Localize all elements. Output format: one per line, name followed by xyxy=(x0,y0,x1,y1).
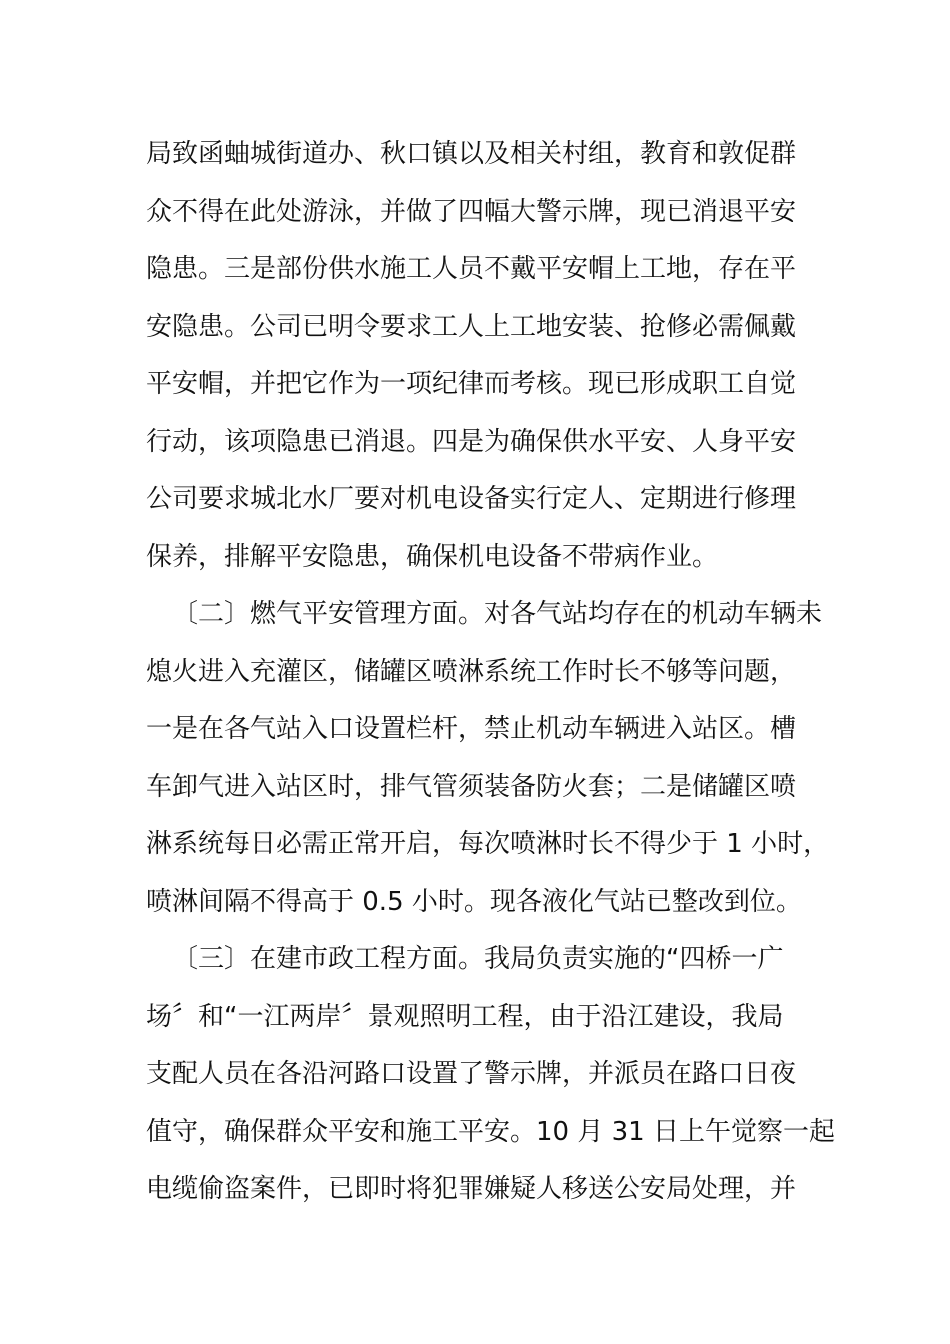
text-line-11: 一是在各气站入口设置栏杆，禁止机动车辆进入站区。槽 xyxy=(146,714,797,744)
body-text xyxy=(146,126,835,1219)
text-line-15: 〔三〕在建市政工程方面。我局负责实施的“四桥一广 xyxy=(172,944,784,974)
text-line-1: 局致函蚰城街道办、秋口镇以及相关村组，教育和敦促群 xyxy=(146,139,797,169)
text-line-2: 众不得在此处游泳，并做了四幅大警示牌，现已消退平安 xyxy=(146,196,797,227)
text-line-18: 值守，确保群众平安和施工平安。10 月 31 日上午觉察一起 xyxy=(146,1116,835,1147)
text-line-8: 保养，排解平安隐患，确保机电设备不带病作业。 xyxy=(146,541,719,572)
text-line-5: 平安帽，并把它作为一项纪律而考核。现已形成职工自觉 xyxy=(146,369,797,399)
text-line-14: 喷淋间隔不得高于 0.5 小时。现各液化气站已整改到位。 xyxy=(146,886,802,917)
text-line-13: 淋系统每日必需正常开启，每次喷淋时长不得少于 1 小时， xyxy=(146,829,830,859)
text-line-16: 场〞和“一江两岸〞景观照明工程，由于沿江建设，我局 xyxy=(146,1001,784,1032)
text-line-3: 隐患。三是部份供水施工人员不戴平安帽上工地，存在平 xyxy=(146,254,797,284)
text-line-9: 〔二〕燃气平安管理方面。对各气站均存在的机动车辆未 xyxy=(172,599,823,629)
text-line-4: 安隐患。公司已明令要求工人上工地安装、抢修必需佩戴 xyxy=(146,311,797,342)
text-line-12: 车卸气进入站区时，排气管须装备防火套；二是储罐区喷 xyxy=(146,771,797,802)
text-line-6: 行动，该项隐患已消退。四是为确保供水平安、人身平安 xyxy=(146,426,797,457)
text-line-10: 熄火进入充灌区，储罐区喷淋系统工作时长不够等问题， xyxy=(146,656,797,687)
text-line-7: 公司要求城北水厂要对机电设备实行定人、定期进行修理 xyxy=(146,484,797,514)
text-line-17: 支配人员在各沿河路口设置了警示牌，并派员在路口日夜 xyxy=(146,1059,797,1089)
text-line-19: 电缆偷盗案件，已即时将犯罪嫌疑人移送公安局处理，并 xyxy=(146,1174,797,1204)
